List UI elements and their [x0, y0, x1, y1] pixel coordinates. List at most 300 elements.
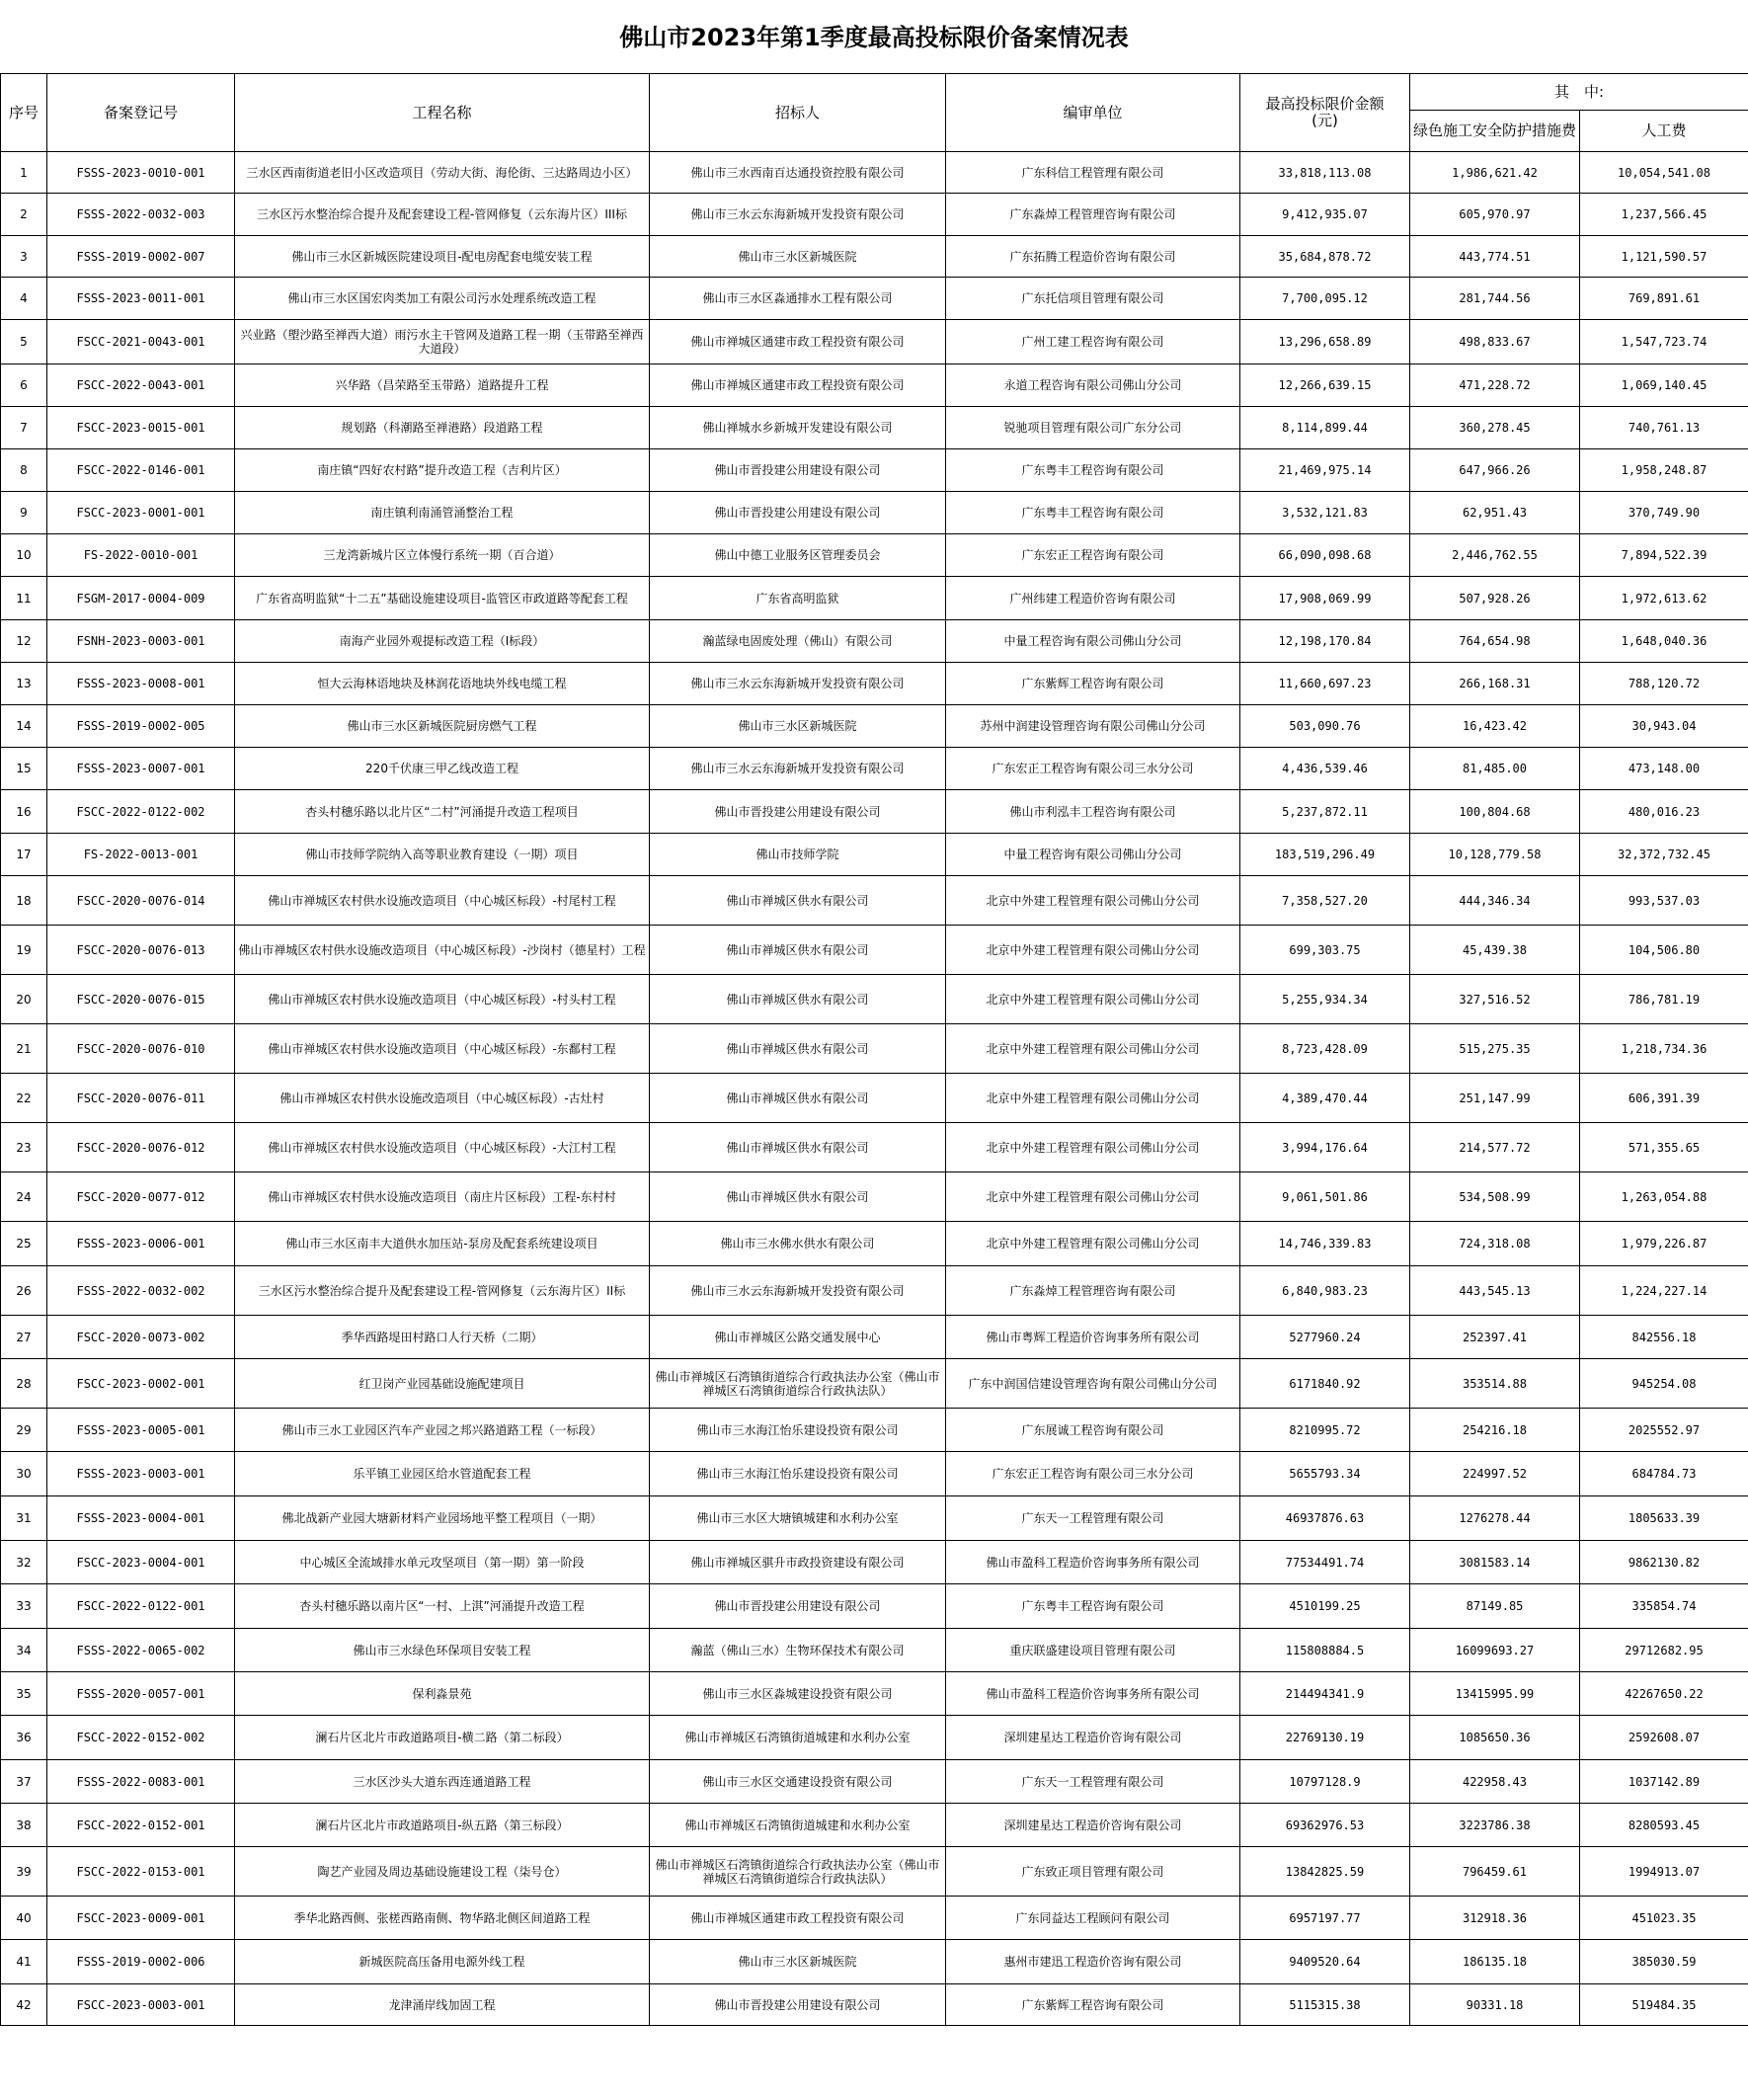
table-row — [1, 975, 1748, 1024]
tenderer-cell: 佛山市三水区淼通排水工程有限公司 — [650, 278, 946, 320]
project-name-cell: 杏头村穗乐路以南片区“一村、上淇”河涌提升改造工程 — [235, 1584, 650, 1629]
table-row — [1, 1409, 1748, 1452]
compiler-cell: 广东紫辉工程咨询有限公司 — [946, 1984, 1240, 2026]
green-fee-cell: 360,278.45 — [1410, 407, 1580, 449]
compiler-cell: 广东拓腾工程造价咨询有限公司 — [946, 236, 1240, 278]
labor-fee-cell: 1,069,140.45 — [1580, 364, 1748, 407]
table-row — [1, 492, 1748, 534]
seq-cell: 11 — [1, 577, 47, 620]
compiler-cell: 广东淼焯工程管理咨询有限公司 — [946, 1266, 1240, 1316]
seq-cell: 17 — [1, 834, 47, 876]
reg-no-cell: FSSS-2020-0057-001 — [47, 1672, 235, 1716]
table-row — [1, 194, 1748, 236]
green-fee-cell: 251,147.99 — [1410, 1074, 1580, 1123]
reg-no-cell: FSCC-2020-0076-013 — [47, 926, 235, 975]
project-name-cell: 季华西路堤田村路口人行天桥（二期） — [235, 1316, 650, 1359]
seq-cell: 13 — [1, 663, 47, 705]
compiler-cell: 深圳建星达工程造价咨询有限公司 — [946, 1804, 1240, 1847]
labor-fee-cell: 9862130.82 — [1580, 1541, 1748, 1584]
seq-cell: 19 — [1, 926, 47, 975]
reg-no-cell: FSSS-2019-0002-006 — [47, 1940, 235, 1984]
reg-no-cell: FS-2022-0013-001 — [47, 834, 235, 876]
green-fee-cell: 62,951.43 — [1410, 492, 1580, 534]
max-price-cell: 4,436,539.46 — [1240, 748, 1410, 790]
header-max-price: 最高投标限价金额 (元) — [1240, 74, 1410, 152]
project-name-cell: 佛山市三水区新城医院厨房燃气工程 — [235, 705, 650, 748]
labor-fee-cell: 7,894,522.39 — [1580, 534, 1748, 577]
project-name-cell: 佛山市技师学院纳入高等职业教育建设（一期）项目 — [235, 834, 650, 876]
seq-cell: 2 — [1, 194, 47, 236]
table-row — [1, 278, 1748, 320]
project-name-cell: 季华北路西侧、张槎西路南侧、物华路北侧区间道路工程 — [235, 1897, 650, 1940]
project-name-cell: 三水区污水整治综合提升及配套建设工程-管网修复（云东海片区）II标 — [235, 1266, 650, 1316]
reg-no-cell: FSSS-2023-0006-001 — [47, 1222, 235, 1266]
compiler-cell: 广东同益达工程顾问有限公司 — [946, 1897, 1240, 1940]
seq-cell: 3 — [1, 236, 47, 278]
project-name-cell: 佛北战新产业园大塘新材料产业园场地平整工程项目（一期） — [235, 1496, 650, 1541]
tenderer-cell: 佛山市晋投建公用建设有限公司 — [650, 790, 946, 834]
compiler-cell: 北京中外建工程管理有限公司佛山分公司 — [946, 975, 1240, 1024]
table-row — [1, 663, 1748, 705]
green-fee-cell: 444,346.34 — [1410, 876, 1580, 926]
labor-fee-cell: 684784.73 — [1580, 1452, 1748, 1496]
tenderer-cell: 瀚蓝绿电固废处理（佛山）有限公司 — [650, 620, 946, 663]
reg-no-cell: FSCC-2022-0122-001 — [47, 1584, 235, 1629]
tenderer-cell: 佛山市禅城区供水有限公司 — [650, 1024, 946, 1074]
green-fee-cell: 100,804.68 — [1410, 790, 1580, 834]
compiler-cell: 广州纬建工程造价咨询有限公司 — [946, 577, 1240, 620]
reg-no-cell: FSCC-2022-0152-002 — [47, 1716, 235, 1760]
project-name-cell: 佛山市三水绿色环保项目安装工程 — [235, 1629, 650, 1672]
tenderer-cell: 佛山市三水区淼城建设投资有限公司 — [650, 1672, 946, 1716]
max-price-cell: 77534491.74 — [1240, 1541, 1410, 1584]
compiler-cell: 北京中外建工程管理有限公司佛山分公司 — [946, 876, 1240, 926]
project-name-cell: 规划路（科潮路至禅港路）段道路工程 — [235, 407, 650, 449]
green-fee-cell: 13415995.99 — [1410, 1672, 1580, 1716]
seq-cell: 40 — [1, 1897, 47, 1940]
reg-no-cell: FSCC-2022-0043-001 — [47, 364, 235, 407]
seq-cell: 38 — [1, 1804, 47, 1847]
tenderer-cell: 佛山市三水云东海新城开发投资有限公司 — [650, 1266, 946, 1316]
max-price-cell: 22769130.19 — [1240, 1716, 1410, 1760]
tenderer-cell: 佛山市三水海江怡乐建设投资有限公司 — [650, 1452, 946, 1496]
labor-fee-cell: 1,972,613.62 — [1580, 577, 1748, 620]
header-labor-fee: 人工费 — [1580, 111, 1748, 152]
reg-no-cell: FSSS-2022-0032-003 — [47, 194, 235, 236]
table-row — [1, 1940, 1748, 1984]
compiler-cell: 广东天一工程管理有限公司 — [946, 1496, 1240, 1541]
tenderer-cell: 佛山市禅城区供水有限公司 — [650, 975, 946, 1024]
seq-cell: 42 — [1, 1984, 47, 2026]
compiler-cell: 广东天一工程管理有限公司 — [946, 1760, 1240, 1804]
green-fee-cell: 353514.88 — [1410, 1359, 1580, 1409]
max-price-cell: 66,090,098.68 — [1240, 534, 1410, 577]
labor-fee-cell: 1805633.39 — [1580, 1496, 1748, 1541]
max-price-cell: 5277960.24 — [1240, 1316, 1410, 1359]
page-title: 佛山市2023年第1季度最高投标限价备案情况表 — [619, 24, 1129, 51]
project-name-cell: 佛山市三水工业园区汽车产业园之邦兴路道路工程（一标段） — [235, 1409, 650, 1452]
labor-fee-cell: 1994913.07 — [1580, 1847, 1748, 1897]
header-green-fee: 绿色施工安全防护措施费 — [1410, 111, 1580, 152]
table-row — [1, 236, 1748, 278]
labor-fee-cell: 1037142.89 — [1580, 1760, 1748, 1804]
labor-fee-cell: 1,263,054.88 — [1580, 1172, 1748, 1222]
max-price-cell: 9409520.64 — [1240, 1940, 1410, 1984]
max-price-cell: 12,266,639.15 — [1240, 364, 1410, 407]
compiler-cell: 广东粤丰工程咨询有限公司 — [946, 492, 1240, 534]
tenderer-cell: 佛山市禅城区供水有限公司 — [650, 1172, 946, 1222]
compiler-cell: 佛山市粤辉工程造价咨询事务所有限公司 — [946, 1316, 1240, 1359]
labor-fee-cell: 473,148.00 — [1580, 748, 1748, 790]
project-name-cell: 佛山市三水区新城医院建设项目-配电房配套电缆安装工程 — [235, 236, 650, 278]
compiler-cell: 广东紫辉工程咨询有限公司 — [946, 663, 1240, 705]
reg-no-cell: FSSS-2022-0032-002 — [47, 1266, 235, 1316]
compiler-cell: 佛山市盈科工程造价咨询事务所有限公司 — [946, 1541, 1240, 1584]
max-price-cell: 3,994,176.64 — [1240, 1123, 1410, 1172]
labor-fee-cell: 1,121,590.57 — [1580, 236, 1748, 278]
project-name-cell: 佛山市禅城区农村供水设施改造项目（中心城区标段）-东鄱村工程 — [235, 1024, 650, 1074]
compiler-cell: 佛山市利泓丰工程咨询有限公司 — [946, 790, 1240, 834]
seq-cell: 35 — [1, 1672, 47, 1716]
seq-cell: 41 — [1, 1940, 47, 1984]
tenderer-cell: 瀚蓝（佛山三水）生物环保技术有限公司 — [650, 1629, 946, 1672]
reg-no-cell: FSSS-2023-0007-001 — [47, 748, 235, 790]
seq-cell: 28 — [1, 1359, 47, 1409]
project-name-cell: 杏头村穗乐路以北片区“二村”河涌提升改造工程项目 — [235, 790, 650, 834]
tenderer-cell: 佛山市三水佛水供水有限公司 — [650, 1222, 946, 1266]
seq-cell: 33 — [1, 1584, 47, 1629]
max-price-cell: 13842825.59 — [1240, 1847, 1410, 1897]
max-price-cell: 4510199.25 — [1240, 1584, 1410, 1629]
seq-cell: 14 — [1, 705, 47, 748]
compiler-cell: 广东宏正工程咨询有限公司 — [946, 534, 1240, 577]
compiler-cell: 北京中外建工程管理有限公司佛山分公司 — [946, 1172, 1240, 1222]
tenderer-cell: 佛山禅城水乡新城开发建设有限公司 — [650, 407, 946, 449]
max-price-cell: 33,818,113.08 — [1240, 152, 1410, 194]
labor-fee-cell: 740,761.13 — [1580, 407, 1748, 449]
labor-fee-cell: 370,749.90 — [1580, 492, 1748, 534]
compiler-cell: 苏州中润建设管理咨询有限公司佛山分公司 — [946, 705, 1240, 748]
reg-no-cell: FSCC-2022-0152-001 — [47, 1804, 235, 1847]
labor-fee-cell: 1,958,248.87 — [1580, 449, 1748, 492]
record-table — [0, 73, 1748, 2026]
labor-fee-cell: 1,237,566.45 — [1580, 194, 1748, 236]
project-name-cell: 南海产业园外观提标改造工程（Ⅰ标段） — [235, 620, 650, 663]
compiler-cell: 广东托信项目管理有限公司 — [946, 278, 1240, 320]
max-price-cell: 13,296,658.89 — [1240, 320, 1410, 364]
labor-fee-cell: 30,943.04 — [1580, 705, 1748, 748]
tenderer-cell: 佛山市禅城区石湾镇街道综合行政执法办公室（佛山市禅城区石湾镇街道综合行政执法队） — [650, 1359, 946, 1409]
tenderer-cell: 佛山市禅城区石湾镇街道综合行政执法办公室（佛山市禅城区石湾镇街道综合行政执法队） — [650, 1847, 946, 1897]
table-row — [1, 1541, 1748, 1584]
labor-fee-cell: 769,891.61 — [1580, 278, 1748, 320]
seq-cell: 16 — [1, 790, 47, 834]
reg-no-cell: FSCC-2023-0003-001 — [47, 1984, 235, 2026]
max-price-cell: 17,908,069.99 — [1240, 577, 1410, 620]
reg-no-cell: FSCC-2023-0001-001 — [47, 492, 235, 534]
green-fee-cell: 3223786.38 — [1410, 1804, 1580, 1847]
table-row — [1, 1222, 1748, 1266]
reg-no-cell: FSSS-2023-0011-001 — [47, 278, 235, 320]
tenderer-cell: 佛山市禅城区通建市政工程投资有限公司 — [650, 364, 946, 407]
labor-fee-cell: 451023.35 — [1580, 1897, 1748, 1940]
project-name-cell: 乐平镇工业园区给水管道配套工程 — [235, 1452, 650, 1496]
labor-fee-cell: 1,547,723.74 — [1580, 320, 1748, 364]
compiler-cell: 广东粤丰工程咨询有限公司 — [946, 1584, 1240, 1629]
seq-cell: 37 — [1, 1760, 47, 1804]
green-fee-cell: 647,966.26 — [1410, 449, 1580, 492]
compiler-cell: 广东宏正工程咨询有限公司三水分公司 — [946, 748, 1240, 790]
header-group: 其 中: — [1410, 74, 1748, 111]
table-row — [1, 1804, 1748, 1847]
green-fee-cell: 534,508.99 — [1410, 1172, 1580, 1222]
reg-no-cell: FSCC-2021-0043-001 — [47, 320, 235, 364]
header-row — [1, 74, 1748, 111]
green-fee-cell: 281,744.56 — [1410, 278, 1580, 320]
header-tenderer: 招标人 — [650, 74, 946, 152]
table-row — [1, 926, 1748, 975]
table-row — [1, 1123, 1748, 1172]
max-price-cell: 5115315.38 — [1240, 1984, 1410, 2026]
green-fee-cell: 724,318.08 — [1410, 1222, 1580, 1266]
project-name-cell: 三龙湾新城片区立体慢行系统一期（百合道） — [235, 534, 650, 577]
green-fee-cell: 10,128,779.58 — [1410, 834, 1580, 876]
tenderer-cell: 佛山市禅城区通建市政工程投资有限公司 — [650, 1897, 946, 1940]
green-fee-cell: 507,928.26 — [1410, 577, 1580, 620]
labor-fee-cell: 788,120.72 — [1580, 663, 1748, 705]
table-row — [1, 1452, 1748, 1496]
green-fee-cell: 422958.43 — [1410, 1760, 1580, 1804]
seq-cell: 30 — [1, 1452, 47, 1496]
compiler-cell: 广东淼焯工程管理咨询有限公司 — [946, 194, 1240, 236]
table-row — [1, 1760, 1748, 1804]
compiler-cell: 广东宏正工程咨询有限公司三水分公司 — [946, 1452, 1240, 1496]
tenderer-cell: 佛山市晋投建公用建设有限公司 — [650, 1584, 946, 1629]
project-name-cell: 中心城区全流域排水单元攻坚项目（第一期）第一阶段 — [235, 1541, 650, 1584]
seq-cell: 27 — [1, 1316, 47, 1359]
labor-fee-cell: 1,648,040.36 — [1580, 620, 1748, 663]
max-price-cell: 9,412,935.07 — [1240, 194, 1410, 236]
green-fee-cell: 224997.52 — [1410, 1452, 1580, 1496]
reg-no-cell: FSCC-2023-0002-001 — [47, 1359, 235, 1409]
reg-no-cell: FSCC-2022-0122-002 — [47, 790, 235, 834]
seq-cell: 25 — [1, 1222, 47, 1266]
project-name-cell: 恒大云海林语地块及林润花语地块外线电缆工程 — [235, 663, 650, 705]
reg-no-cell: FS-2022-0010-001 — [47, 534, 235, 577]
project-name-cell: 三水区西南街道老旧小区改造项目（劳动大街、海伦街、三达路周边小区） — [235, 152, 650, 194]
max-price-cell: 12,198,170.84 — [1240, 620, 1410, 663]
green-fee-cell: 471,228.72 — [1410, 364, 1580, 407]
labor-fee-cell: 335854.74 — [1580, 1584, 1748, 1629]
compiler-cell: 惠州市建迅工程造价咨询有限公司 — [946, 1940, 1240, 1984]
project-name-cell: 新城医院高压备用电源外线工程 — [235, 1940, 650, 1984]
reg-no-cell: FSSS-2022-0065-002 — [47, 1629, 235, 1672]
green-fee-cell: 87149.85 — [1410, 1584, 1580, 1629]
green-fee-cell: 2,446,762.55 — [1410, 534, 1580, 577]
compiler-cell: 重庆联盛建设项目管理有限公司 — [946, 1629, 1240, 1672]
green-fee-cell: 796459.61 — [1410, 1847, 1580, 1897]
compiler-cell: 广东展诚工程咨询有限公司 — [946, 1409, 1240, 1452]
tenderer-cell: 佛山市晋投建公用建设有限公司 — [650, 449, 946, 492]
seq-cell: 1 — [1, 152, 47, 194]
max-price-cell: 7,700,095.12 — [1240, 278, 1410, 320]
table-row — [1, 577, 1748, 620]
labor-fee-cell: 786,781.19 — [1580, 975, 1748, 1024]
max-price-cell: 11,660,697.23 — [1240, 663, 1410, 705]
max-price-cell: 21,469,975.14 — [1240, 449, 1410, 492]
tenderer-cell: 佛山市三水区大塘镇城建和水利办公室 — [650, 1496, 946, 1541]
seq-cell: 12 — [1, 620, 47, 663]
compiler-cell: 深圳建星达工程造价咨询有限公司 — [946, 1716, 1240, 1760]
table-row — [1, 876, 1748, 926]
seq-cell: 31 — [1, 1496, 47, 1541]
tenderer-cell: 佛山市禅城区供水有限公司 — [650, 1123, 946, 1172]
reg-no-cell: FSCC-2023-0004-001 — [47, 1541, 235, 1584]
max-price-cell: 699,303.75 — [1240, 926, 1410, 975]
seq-cell: 21 — [1, 1024, 47, 1074]
compiler-cell: 北京中外建工程管理有限公司佛山分公司 — [946, 1074, 1240, 1123]
labor-fee-cell: 480,016.23 — [1580, 790, 1748, 834]
seq-cell: 8 — [1, 449, 47, 492]
tenderer-cell: 佛山市三水区新城医院 — [650, 236, 946, 278]
max-price-cell: 4,389,470.44 — [1240, 1074, 1410, 1123]
compiler-cell: 北京中外建工程管理有限公司佛山分公司 — [946, 1024, 1240, 1074]
max-price-cell: 115808884.5 — [1240, 1629, 1410, 1672]
tenderer-cell: 佛山市禅城区供水有限公司 — [650, 1074, 946, 1123]
reg-no-cell: FSSS-2023-0005-001 — [47, 1409, 235, 1452]
labor-fee-cell: 571,355.65 — [1580, 1123, 1748, 1172]
green-fee-cell: 498,833.67 — [1410, 320, 1580, 364]
tenderer-cell: 佛山中德工业服务区管理委员会 — [650, 534, 946, 577]
seq-cell: 26 — [1, 1266, 47, 1316]
reg-no-cell: FSSS-2023-0010-001 — [47, 152, 235, 194]
tenderer-cell: 佛山市禅城区公路交通发展中心 — [650, 1316, 946, 1359]
tenderer-cell: 佛山市三水区交通建设投资有限公司 — [650, 1760, 946, 1804]
tenderer-cell: 广东省高明监狱 — [650, 577, 946, 620]
labor-fee-cell: 606,391.39 — [1580, 1074, 1748, 1123]
seq-cell: 23 — [1, 1123, 47, 1172]
green-fee-cell: 3081583.14 — [1410, 1541, 1580, 1584]
header-project: 工程名称 — [235, 74, 650, 152]
reg-no-cell: FSCC-2020-0076-011 — [47, 1074, 235, 1123]
header-seq: 序号 — [1, 74, 47, 152]
seq-cell: 7 — [1, 407, 47, 449]
max-price-cell: 5655793.34 — [1240, 1452, 1410, 1496]
max-price-cell: 3,532,121.83 — [1240, 492, 1410, 534]
compiler-cell: 北京中外建工程管理有限公司佛山分公司 — [946, 926, 1240, 975]
seq-cell: 22 — [1, 1074, 47, 1123]
compiler-cell: 广州工建工程咨询有限公司 — [946, 320, 1240, 364]
reg-no-cell: FSGM-2017-0004-009 — [47, 577, 235, 620]
table-row — [1, 1024, 1748, 1074]
project-name-cell: 220千伏康三甲乙线改造工程 — [235, 748, 650, 790]
green-fee-cell: 443,545.13 — [1410, 1266, 1580, 1316]
green-fee-cell: 605,970.97 — [1410, 194, 1580, 236]
labor-fee-cell: 2592608.07 — [1580, 1716, 1748, 1760]
table-row — [1, 748, 1748, 790]
seq-cell: 39 — [1, 1847, 47, 1897]
green-fee-cell: 252397.41 — [1410, 1316, 1580, 1359]
green-fee-cell: 1,986,621.42 — [1410, 152, 1580, 194]
table-row — [1, 364, 1748, 407]
reg-no-cell: FSCC-2020-0076-015 — [47, 975, 235, 1024]
compiler-cell: 佛山市盈科工程造价咨询事务所有限公司 — [946, 1672, 1240, 1716]
labor-fee-cell: 29712682.95 — [1580, 1629, 1748, 1672]
project-name-cell: 南庄镇利南涌管涌整治工程 — [235, 492, 650, 534]
tenderer-cell: 佛山市三水云东海新城开发投资有限公司 — [650, 663, 946, 705]
compiler-cell: 北京中外建工程管理有限公司佛山分公司 — [946, 1222, 1240, 1266]
table-row — [1, 834, 1748, 876]
tenderer-cell: 佛山市三水海江怡乐建设投资有限公司 — [650, 1409, 946, 1452]
project-name-cell: 三水区沙头大道东西连通道路工程 — [235, 1760, 650, 1804]
project-name-cell: 红卫岗产业园基础设施配建项目 — [235, 1359, 650, 1409]
tenderer-cell: 佛山市技师学院 — [650, 834, 946, 876]
labor-fee-cell: 42267650.22 — [1580, 1672, 1748, 1716]
max-price-cell: 5,237,872.11 — [1240, 790, 1410, 834]
max-price-cell: 7,358,527.20 — [1240, 876, 1410, 926]
table-row — [1, 1074, 1748, 1123]
compiler-cell: 广东中润国信建设管理咨询有限公司佛山分公司 — [946, 1359, 1240, 1409]
compiler-cell: 中量工程咨询有限公司佛山分公司 — [946, 620, 1240, 663]
table-row — [1, 705, 1748, 748]
project-name-cell: 陶艺产业园及周边基础设施建设工程（柒号仓） — [235, 1847, 650, 1897]
reg-no-cell: FSCC-2023-0009-001 — [47, 1897, 235, 1940]
compiler-cell: 广东科信工程管理有限公司 — [946, 152, 1240, 194]
labor-fee-cell: 8280593.45 — [1580, 1804, 1748, 1847]
green-fee-cell: 16,423.42 — [1410, 705, 1580, 748]
table-row — [1, 1629, 1748, 1672]
reg-no-cell: FSCC-2020-0077-012 — [47, 1172, 235, 1222]
table-row — [1, 1316, 1748, 1359]
labor-fee-cell: 2025552.97 — [1580, 1409, 1748, 1452]
max-price-cell: 14,746,339.83 — [1240, 1222, 1410, 1266]
green-fee-cell: 1085650.36 — [1410, 1716, 1580, 1760]
tenderer-cell: 佛山市禅城区石湾镇街道城建和水利办公室 — [650, 1716, 946, 1760]
project-name-cell: 佛山市三水区南丰大道供水加压站-泵房及配套系统建设项目 — [235, 1222, 650, 1266]
tenderer-cell: 佛山市禅城区石湾镇街道城建和水利办公室 — [650, 1804, 946, 1847]
reg-no-cell: FSCC-2022-0153-001 — [47, 1847, 235, 1897]
reg-no-cell: FSSS-2023-0008-001 — [47, 663, 235, 705]
green-fee-cell: 443,774.51 — [1410, 236, 1580, 278]
tenderer-cell: 佛山市禅城区供水有限公司 — [650, 876, 946, 926]
project-name-cell: 澜石片区北片市政道路项目-纵五路（第三标段） — [235, 1804, 650, 1847]
table-row — [1, 534, 1748, 577]
max-price-cell: 8,723,428.09 — [1240, 1024, 1410, 1074]
reg-no-cell: FSSS-2023-0003-001 — [47, 1452, 235, 1496]
table-row — [1, 1359, 1748, 1409]
header-reg-no: 备案登记号 — [47, 74, 235, 152]
table-row — [1, 1496, 1748, 1541]
reg-no-cell: FSSS-2023-0004-001 — [47, 1496, 235, 1541]
labor-fee-cell: 10,054,541.08 — [1580, 152, 1748, 194]
tenderer-cell: 佛山市禅城区通建市政工程投资有限公司 — [650, 320, 946, 364]
project-name-cell: 三水区污水整治综合提升及配套建设工程-管网修复（云东海片区）III标 — [235, 194, 650, 236]
project-name-cell: 佛山市禅城区农村供水设施改造项目（中心城区标段）-古灶村 — [235, 1074, 650, 1123]
seq-cell: 18 — [1, 876, 47, 926]
reg-no-cell: FSCC-2020-0076-012 — [47, 1123, 235, 1172]
max-price-cell: 69362976.53 — [1240, 1804, 1410, 1847]
tenderer-cell: 佛山市禅城区骐升市政投资建设有限公司 — [650, 1541, 946, 1584]
labor-fee-cell: 842556.18 — [1580, 1316, 1748, 1359]
labor-fee-cell: 32,372,732.45 — [1580, 834, 1748, 876]
header-compiler: 编审单位 — [946, 74, 1240, 152]
max-price-cell: 5,255,934.34 — [1240, 975, 1410, 1024]
table-row — [1, 1266, 1748, 1316]
project-name-cell: 佛山市禅城区农村供水设施改造项目（中心城区标段）-村尾村工程 — [235, 876, 650, 926]
labor-fee-cell: 1,224,227.14 — [1580, 1266, 1748, 1316]
green-fee-cell: 515,275.35 — [1410, 1024, 1580, 1074]
reg-no-cell: FSCC-2020-0073-002 — [47, 1316, 235, 1359]
